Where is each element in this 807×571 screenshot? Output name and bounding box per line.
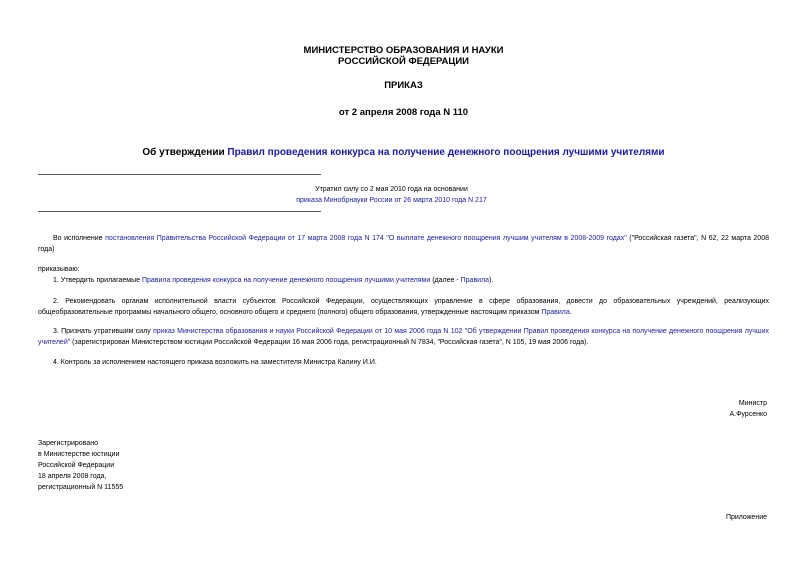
item-1-text-1: 1. Утвердить прилагаемые <box>53 277 142 284</box>
repeal-text: Утратил силу со 2 мая 2010 года на основании <box>315 186 468 193</box>
signature <box>729 398 767 420</box>
preamble-link[interactable]: постановления Правительства Российской Федерации от 17 марта 2008 года N 174 "О выплате денежного поощрения лучшим учителям в 2008-2009 годах" <box>105 235 627 242</box>
doc-date-number: от 2 апреля 2008 года N 110 <box>338 107 469 118</box>
item-1-link-2[interactable]: Правила <box>460 277 490 284</box>
divider-bottom <box>38 211 321 212</box>
signature-name: А.Фурсенко <box>729 411 767 418</box>
preamble <box>38 233 769 255</box>
order-word: приказываю: <box>38 266 80 273</box>
item-4: 4. Контроль за исполнением настоящего приказа возложить на заместителя Министра Калину И.И. <box>53 359 377 366</box>
item-2-link[interactable]: Правила <box>541 309 570 316</box>
doc-title <box>0 147 807 158</box>
item-1 <box>38 275 769 286</box>
item-2-text-2: . <box>569 309 572 316</box>
doc-type: ПРИКАЗ <box>384 80 423 91</box>
item-3-link[interactable]: приказ Министерства образования и науки Российской Федерации от 10 мая 2006 года N 102 "Об утверждении Правил проведения конкурса на получение денежного поощрения лучших учителей" <box>38 328 769 346</box>
ministry-line-2: РОССИЙСКОЙ ФЕДЕРАЦИИ <box>337 56 469 67</box>
registration-line: Зарегистрировано <box>38 440 98 447</box>
ministry-header <box>0 45 807 67</box>
registration-line: регистрационный N 11555 <box>38 484 124 491</box>
item-3-text-2: (зарегистрирован Министерством юстиции Российской Федерации 16 мая 2006 года, регистрационный N 7834, "Российская газета", N 105, 19 мая 2006 года). <box>70 339 589 346</box>
item-1-text-3: ). <box>489 277 494 284</box>
signature-title: Министр <box>738 400 767 407</box>
registration-line: 18 апреля 2008 года, <box>38 473 107 480</box>
divider-top <box>38 174 321 175</box>
preamble-text-1: Во исполнение <box>53 235 106 242</box>
appendix-label: Приложение <box>725 514 767 521</box>
item-2-text-1: 2. Рекомендовать органам исполнительной власти субъектов Российской Федерации, осуществляющих управление в сфере образования, довести до образовательных учреждений, реализующих общеобразовательные программы начального общего, основного общего и среднего (полного) общего образования, утвержденные настоящим приказом <box>38 298 769 316</box>
item-1-text-2: (далее - <box>430 277 461 284</box>
item-2 <box>38 296 769 318</box>
repeal-note <box>38 184 745 206</box>
item-3-text-1: 3. Признать утратившим силу <box>53 328 154 335</box>
repeal-link[interactable]: приказа Минобрнауки России от 26 марта 2010 года N 217 <box>296 197 487 204</box>
item-1-link-1[interactable]: Правила проведения конкурса на получение денежного поощрения лучшими учителями <box>141 277 431 284</box>
registration-line: в Министерстве юстиции <box>38 451 120 458</box>
item-3 <box>38 326 769 348</box>
preamble-text-2: ("Российская газета", N 62, 22 марта 2008 года) <box>38 235 769 253</box>
doc-title-prefix: Об утверждении <box>142 147 228 158</box>
doc-title-link[interactable]: Правил проведения конкурса на получение денежного поощрения лучшими учителями <box>227 147 665 158</box>
registration-line: Российской Федерации <box>38 462 115 469</box>
registration-block <box>38 438 123 493</box>
ministry-line-1: МИНИСТЕРСТВО ОБРАЗОВАНИЯ И НАУКИ <box>303 45 504 56</box>
